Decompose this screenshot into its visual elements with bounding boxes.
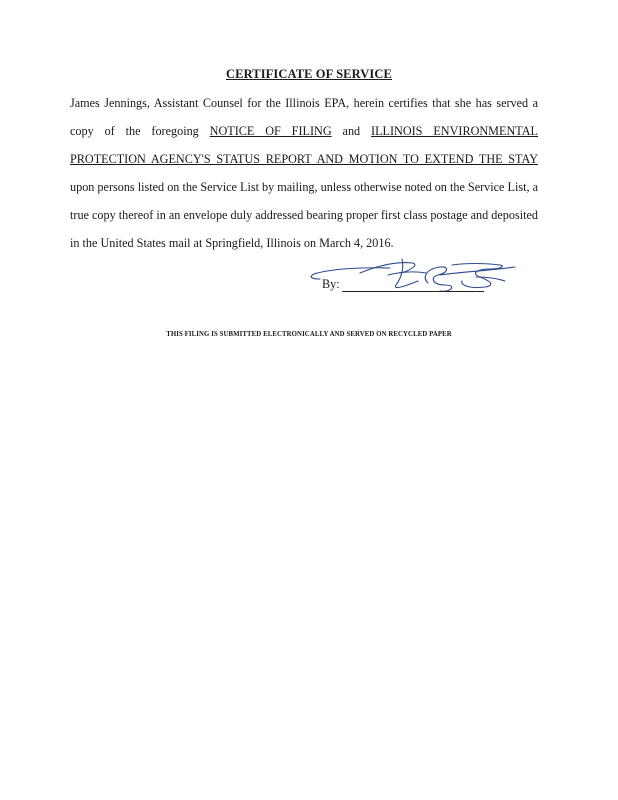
- notice-of-filing-title: NOTICE OF FILING: [209, 124, 332, 138]
- body-line-1: James Jennings, Assistant Counsel for the Illinois EPA, herein certifies that she has served a: [70, 96, 538, 110]
- status-report-title-part-2: PROTECTION AGENCY'S STATUS REPORT AND MOTION TO EXTEND THE STAY: [70, 152, 538, 166]
- body-line-4: upon persons listed on the Service List by mailing, unless otherwise noted on the Service List, a: [70, 180, 538, 194]
- by-label: By:: [322, 277, 340, 291]
- document-title: CERTIFICATE OF SERVICE: [226, 67, 392, 81]
- body-line-2: [70, 124, 538, 139]
- signature-line: [342, 291, 484, 292]
- status-report-title-part-1: ILLINOIS ENVIRONMENTAL: [371, 124, 538, 138]
- body-line-2-mid: and: [342, 124, 372, 138]
- signature-block: [300, 255, 530, 300]
- body-line-2-prefix: copy of the foregoing: [70, 124, 210, 138]
- body-line-6: in the United States mail at Springfield, Illinois on March 4, 2016.: [70, 236, 394, 250]
- body-line-5: true copy thereof in an envelope duly addressed bearing proper first class postage and deposited: [70, 208, 538, 222]
- footer-note: THIS FILING IS SUBMITTED ELECTRONICALLY AND SERVED ON RECYCLED PAPER: [166, 331, 452, 338]
